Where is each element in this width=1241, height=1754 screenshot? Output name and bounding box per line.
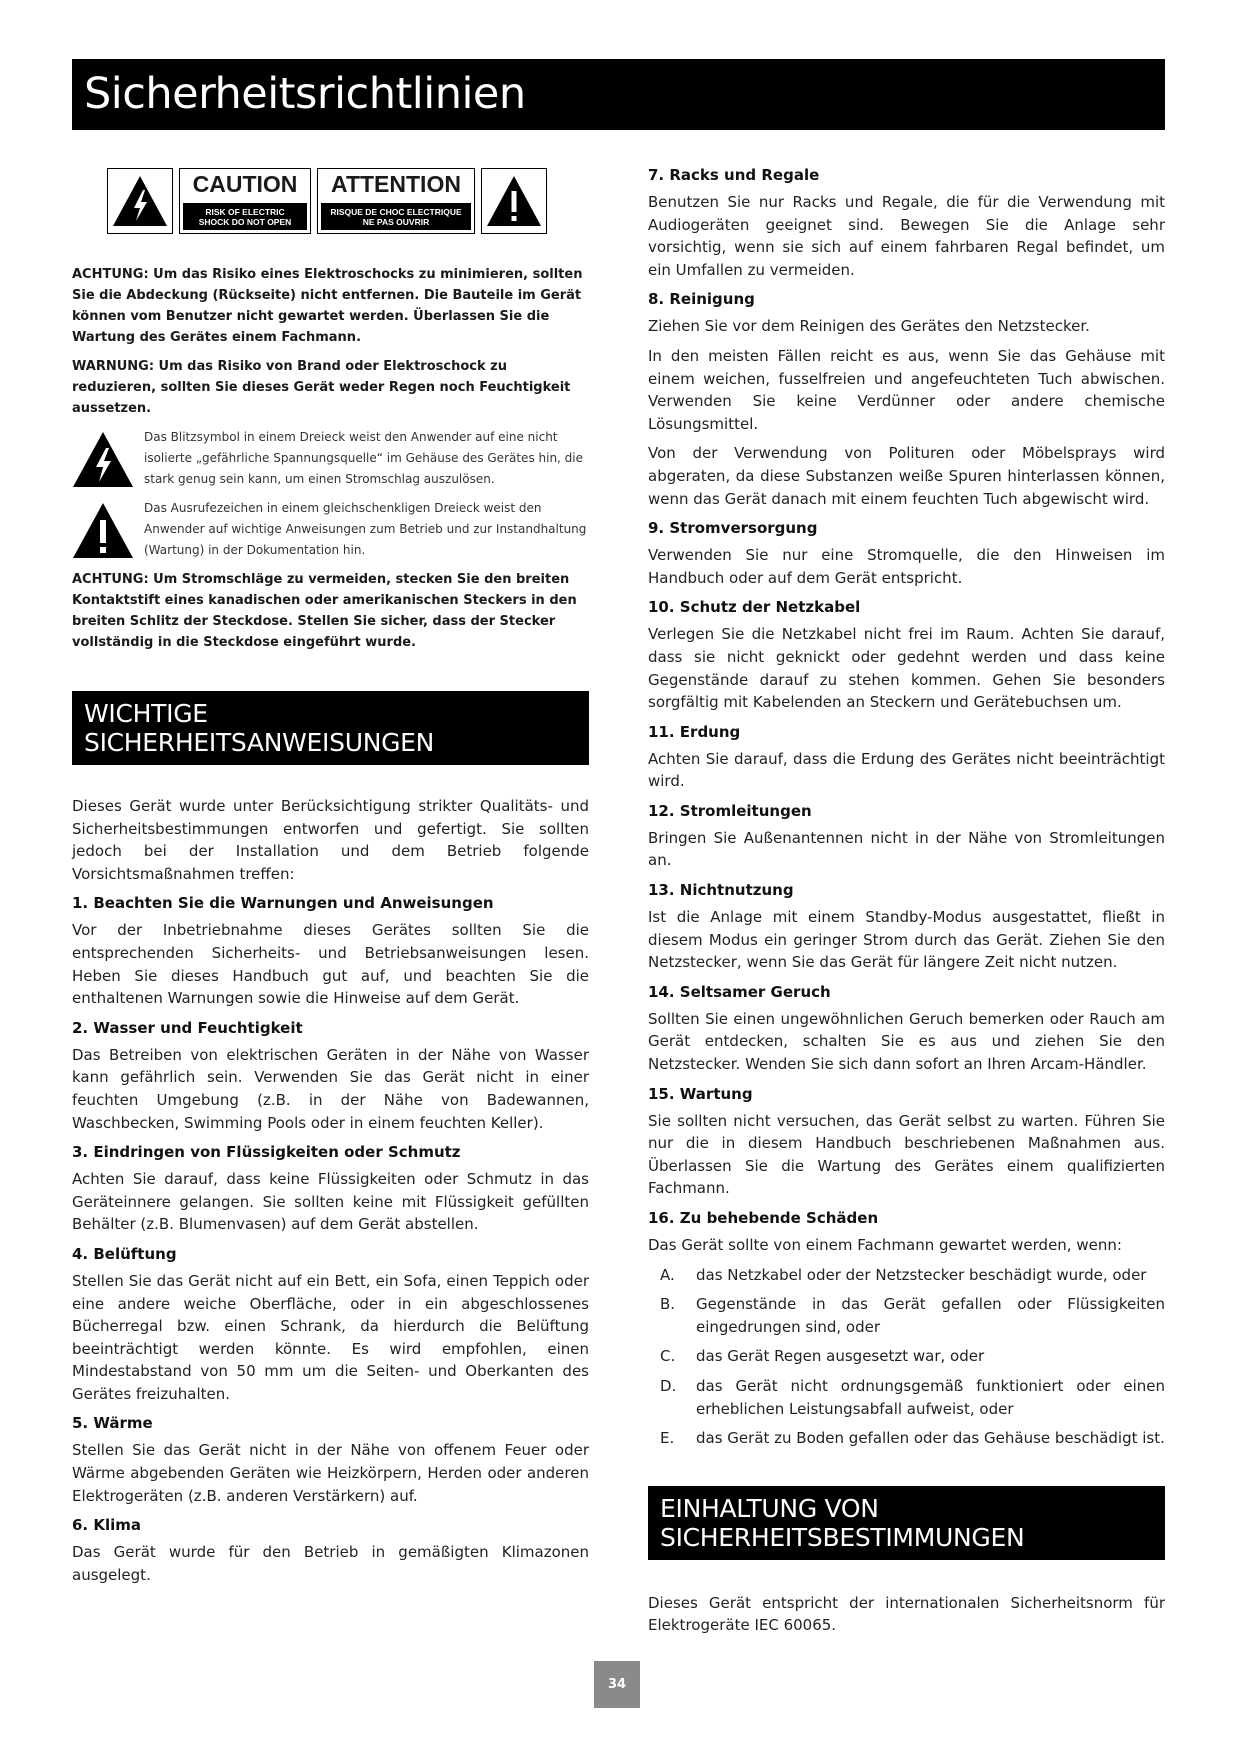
- instruction-item: [72, 1142, 589, 1236]
- instruction-item: [648, 597, 1165, 713]
- caution-subtext: [183, 203, 307, 230]
- instruction-text: Bringen Sie Außenantennen nicht in der Nähe von Stromleitungen an.: [648, 828, 1165, 870]
- list-text: das Gerät zu Boden gefallen oder das Gehäuse beschädigt ist.: [696, 1429, 1165, 1448]
- list-item: [648, 1345, 1165, 1368]
- exclamation-triangle-icon: [481, 168, 547, 234]
- instruction-text: Das Gerät sollte von einem Fachmann gewartet werden, wenn:: [648, 1236, 1122, 1254]
- instruction-heading: 10. Schutz der Netzkabel: [648, 598, 861, 617]
- section-compliance-text: Dieses Gerät entspricht der internationalen Sicherheitsnorm für Elektrogeräte IEC 60065.: [648, 1593, 1165, 1635]
- instruction-item: [72, 1244, 589, 1406]
- instruction-text: Sollten Sie einen ungewöhnlichen Geruch bemerken oder Rauch am Gerät entdecken, schalten Sie es aus und ziehen Sie den Netzstecker. Wenden Sie sich dann sofort an Ihren Arcam-Händler.: [648, 1009, 1165, 1074]
- exclamation-explanation-text: Das Ausrufezeichen in einem gleichschenkligen Dreieck weist den Anwender auf wichtige Anweisungen zum Betrieb und zur Instandhaltung (Wartung) in der Dokumentation hin.: [144, 501, 587, 557]
- section-compliance-header: [648, 1486, 1165, 1560]
- list-letter: D.: [660, 1376, 677, 1395]
- instruction-item: [648, 801, 1165, 872]
- instruction-heading: 16. Zu behebende Schäden: [648, 1209, 879, 1227]
- caution-sub-line-2: SHOCK DO NOT OPEN: [198, 216, 292, 227]
- list-text: das Gerät Regen ausgesetzt war, oder: [696, 1347, 985, 1366]
- list-text: das Netzkabel oder der Netzstecker beschädigt wurde, oder: [696, 1265, 1147, 1284]
- list-letter: C.: [660, 1347, 676, 1366]
- list-letter: B.: [660, 1295, 676, 1314]
- lightning-triangle-icon: [107, 168, 173, 234]
- instruction-heading: 3. Eindringen von Flüssigkeiten oder Schmutz: [72, 1143, 461, 1162]
- damage-list: [648, 1264, 1165, 1450]
- caution-sub-line-1: RISK OF ELECTRIC: [205, 206, 285, 217]
- instruction-item: [648, 880, 1165, 974]
- list-text: das Gerät nicht ordnungsgemäß funktioniert oder einen erheblichen Leistungsabfall aufweist, oder: [696, 1376, 1165, 1418]
- list-item: [648, 1264, 1165, 1287]
- caution-label-strip: [107, 168, 589, 240]
- instruction-heading: 8. Reinigung: [648, 290, 755, 309]
- instruction-item: [648, 518, 1165, 589]
- instruction-heading: 15. Wartung: [648, 1084, 753, 1103]
- exclamation-triangle-icon: [72, 502, 134, 560]
- instruction-item: [648, 722, 1165, 793]
- instruction-item: [648, 165, 1165, 281]
- section-important-title-1: WICHTIGE: [84, 699, 208, 728]
- instruction-heading: 1. Beachten Sie die Warnungen und Anweisungen: [72, 894, 494, 913]
- page-title: Sicherheitsrichtlinien: [72, 59, 1165, 130]
- attention-subtext: [321, 203, 471, 230]
- instruction-text: Verlegen Sie die Netzkabel nicht frei im Raum. Achten Sie darauf, dass sie nicht geknickt oder gedehnt werden und dass keine Gegenstände darauf zu stehen kommen. Gehen Sie besonders sorgfältig mit Kabelenden an Steckern und Gerätebuchsen um.: [648, 625, 1165, 712]
- instruction-text: Ist die Anlage mit einem Standby-Modus ausgestattet, fließt in diesem Modus ein geringer Strom durch das Gerät. Ziehen Sie den Netzstecker, wenn Sie das Gerät für längere Zeit nicht nutzen.: [648, 908, 1165, 972]
- instruction-text: Stellen Sie das Gerät nicht auf ein Bett, ein Sofa, einen Teppich oder eine andere weiche Oberfläche, oder in ein abgeschlossenes Bücherregal bzw. einen Schrank, da hierdurch die Belüftung beeinträchtigt werden könnte. Es wird empfohlen, einen Mindestabstand von 50 mm um die Seiten- und Oberkanten des Gerätes freizuhalten.: [72, 1271, 589, 1403]
- attention-heading: ATTENTION: [331, 171, 461, 197]
- list-letter: E.: [660, 1429, 675, 1448]
- instruction-text: Achten Sie darauf, dass keine Flüssigkeiten oder Schmutz in das Geräteinnere gelangen. Sie sollten keine mit Flüssigkeit gefüllten Behälter (z.B. Blumenvasen) auf dem Gerät abstellen.: [72, 1170, 589, 1234]
- instruction-item: [72, 893, 589, 1009]
- instruction-text: Achten Sie darauf, dass die Erdung des Gerätes nicht beeinträchtigt wird.: [648, 749, 1165, 791]
- warnung-warning: WARNUNG: Um das Risiko von Brand oder Elektroschock zu reduzieren, sollten Sie dieses Gerät weder Regen noch Feuchtigkeit aussetzen.: [72, 359, 571, 416]
- attention-sub-line-2: NE PAS OUVRIR: [362, 216, 430, 227]
- lightning-triangle-icon: [72, 431, 134, 489]
- lightning-explanation: [72, 427, 589, 490]
- instruction-item: [648, 1208, 1165, 1257]
- instruction-heading: 14. Seltsamer Geruch: [648, 982, 831, 1001]
- instruction-text: Ziehen Sie vor dem Reinigen des Gerätes den Netzstecker.: [648, 317, 1090, 336]
- instruction-heading: 9. Stromversorgung: [648, 519, 818, 538]
- instruction-text: Vor der Inbetriebnahme dieses Gerätes sollten Sie die entsprechenden Sicherheits- und Betriebsanweisungen lesen. Heben Sie dieses Handbuch gut auf, und beachten Sie die enthaltenen Warnungen sowie die Hinweise auf dem Gerät.: [72, 921, 589, 1008]
- section-important-title-2: SICHERHEITSANWEISUNGEN: [84, 728, 435, 757]
- section-important-header: [72, 691, 589, 765]
- list-letter: A.: [660, 1265, 675, 1284]
- instruction-item: [648, 1084, 1165, 1200]
- page-number: 34: [594, 1661, 640, 1708]
- instruction-item: [648, 982, 1165, 1076]
- instruction-heading: 7. Racks und Regale: [648, 166, 820, 184]
- achtung-warning-2: ACHTUNG: Um Stromschläge zu vermeiden, stecken Sie den breiten Kontaktstift eines kanadischen oder amerikanischen Steckers in den breiten Schlitz der Steckdose. Stellen Sie sicher, dass der Stecker vollständig in die Steckdose eingeführt wurde.: [72, 572, 577, 650]
- instruction-text: In den meisten Fällen reicht es aus, wenn Sie das Gehäuse mit einem weichen, fusselfreien und angefeuchteten Tuch abwischen. Verwenden Sie keine Verdünner oder andere chemische Lösungsmittel.: [648, 346, 1165, 433]
- instruction-text: Stellen Sie das Gerät nicht in der Nähe von offenem Feuer oder Wärme abgebenden Geräten wie Heizkörpern, Herden oder anderen Elektrogeräten (z.B. anderen Verstärkern) auf.: [72, 1441, 589, 1505]
- instruction-text: Verwenden Sie nur eine Stromquelle, die den Hinweisen im Handbuch oder auf dem Gerät entspricht.: [648, 546, 1165, 587]
- instruction-text: Das Gerät wurde für den Betrieb in gemäßigten Klimazonen ausgelegt.: [72, 1543, 589, 1584]
- list-item: [648, 1375, 1165, 1420]
- caution-label: [179, 168, 311, 234]
- achtung-warning-1: ACHTUNG: Um das Risiko eines Elektroschocks zu minimieren, sollten Sie die Abdeckung (Rückseite) nicht entfernen. Die Bauteile im Gerät können vom Benutzer nicht gewartet werden. Überlassen Sie die Wartung des Gerätes einem Fachmann.: [72, 267, 583, 345]
- lightning-explanation-text: Das Blitzsymbol in einem Dreieck weist den Anwender auf eine nicht isolierte „gefährliche Spannungsquelle“ im Gehäuse des Gerätes hin, die stark genug sein kann, um einen Stromschlag auszulösen.: [144, 430, 584, 486]
- attention-label: [317, 168, 475, 234]
- instruction-item: [72, 1413, 589, 1507]
- instruction-heading: 13. Nichtnutzung: [648, 881, 794, 900]
- instruction-text: Sie sollten nicht versuchen, das Gerät selbst zu warten. Führen Sie nur die in diesem Handbuch beschriebenen Maßnahmen aus. Überlassen Sie die Wartung des Gerätes einem qualifizierten Fachmann.: [648, 1111, 1165, 1198]
- list-text: Gegenstände in das Gerät gefallen oder Flüssigkeiten eingedrungen sind, oder: [696, 1295, 1165, 1336]
- instruction-text: Das Betreiben von elektrischen Geräten in der Nähe von Wasser kann gefährlich sein. Verwenden Sie das Gerät nicht in einer feuchten Umgebung (z.B. in der Nähe von Badewannen, Waschbecken, Swimming Pools oder in einem feuchten Keller).: [72, 1045, 589, 1132]
- instruction-heading: 2. Wasser und Feuchtigkeit: [72, 1018, 303, 1037]
- section-important-intro: Dieses Gerät wurde unter Berücksichtigung strikter Qualitäts- und Sicherheitsbestimmungen entworfen und gefertigt. Sie sollten jedoch bei der Installation und dem Betrieb folgende Vorsichtsmaßnahmen treffen:: [72, 797, 589, 883]
- attention-sub-line-1: RISQUE DE CHOC ELECTRIQUE: [330, 206, 462, 217]
- right-column: [648, 165, 1165, 1637]
- instruction-item: [72, 1018, 589, 1134]
- list-item: [648, 1427, 1165, 1450]
- section-compliance-title-1: EINHALTUNG VON: [660, 1493, 879, 1523]
- instruction-heading: 6. Klima: [72, 1516, 142, 1535]
- instruction-item: [648, 289, 1165, 510]
- instruction-heading: 4. Belüftung: [72, 1244, 177, 1263]
- instruction-text: Von der Verwendung von Polituren oder Möbelsprays wird abgeraten, da diese Substanzen weiße Spuren hinterlassen können, wenn das Gerät danach mit einem feuchten Tuch abgewischt wird.: [648, 444, 1165, 508]
- section-compliance-title-2: SICHERHEITSBESTIMMUNGEN: [660, 1522, 1025, 1552]
- list-item: [648, 1293, 1165, 1338]
- instruction-text: Benutzen Sie nur Racks und Regale, die für die Verwendung mit Audiogeräten geeignet sind. Bewegen Sie die Anlage sehr vorsichtig, wenn sie sich auf einem fahrbaren Regal befindet, um ein Umfallen zu vermeiden.: [648, 193, 1165, 279]
- left-column: [72, 165, 589, 1586]
- caution-heading: CAUTION: [192, 171, 298, 197]
- instruction-heading: 5. Wärme: [72, 1414, 153, 1433]
- instruction-heading: 11. Erdung: [648, 722, 741, 741]
- instruction-heading: 12. Stromleitungen: [648, 801, 812, 820]
- exclamation-explanation: [72, 498, 589, 561]
- instruction-item: [72, 1515, 589, 1586]
